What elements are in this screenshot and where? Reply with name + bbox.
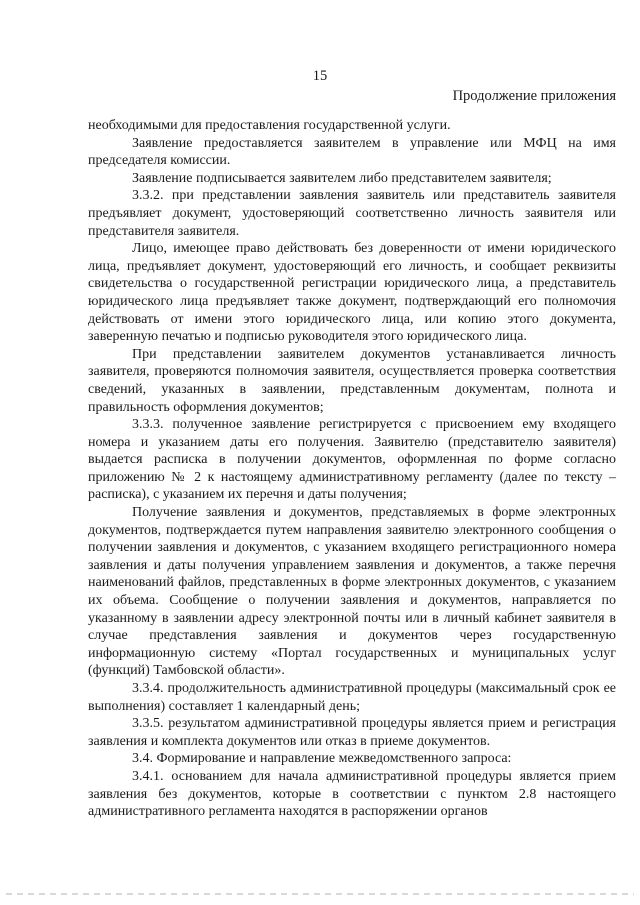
paragraph: 3.4. Формирование и направление межведомственного запроса: <box>132 751 512 767</box>
paragraph: 3.3.5. результатом административной процедуры является прием и регистрация заявления и комплекта документов или отказ в приеме документов. <box>88 716 616 749</box>
paragraph: 3.3.4. продолжительность административной процедуры (максимальный срок ее выполнения) составляет 1 календарный день; <box>88 681 616 714</box>
paragraph: 3.3.2. при представлении заявления заявитель или представитель заявителя предъявляет документ, удостоверяющий соответственно личность заявителя или представителя заявителя. <box>88 188 616 239</box>
paragraph: 3.4.1. основанием для начала административной процедуры является прием заявления без документов, которые в соответствии с пунктом 2.8 настоящего административного регламента находятся в распоряжении органов <box>88 768 616 820</box>
paragraph: 3.3.3. полученное заявление регистрируется с присвоением ему входящего номера и указанием даты его получения. Заявителю (представителю заявителя) выдается расписка в получении документов, оформленная по форме согласно приложению № 2 к настоящему административному регламенту (далее по тексту – расписка), с указанием их перечня и даты получения; <box>88 417 616 503</box>
paragraph: необходимыми для предоставления государственной услуги. <box>88 118 451 133</box>
scan-edge-artifact <box>6 893 634 895</box>
paragraph: Заявление подписывается заявителем либо представителем заявителя; <box>132 170 552 186</box>
page-number: 15 <box>312 68 328 84</box>
paragraph: Заявление предоставляется заявителем в управление или МФЦ на имя председателя комиссии. <box>88 135 616 169</box>
document-body <box>88 117 616 821</box>
paragraph: Лицо, имеющее право действовать без доверенности от имени юридического лица, предъявляет документ, удостоверяющий его личность, и сообщает реквизиты свидетельства о государственной регистрации юридического лица, а представитель юридического лица предъявляет также документ, подтверждающий его полномочия действовать от имени этого юридического лица, или копию этого документа, заверенную печатью и подписью руководителя этого юридического лица. <box>88 241 616 345</box>
paragraph: Получение заявления и документов, представляемых в форме электронных документов, подтверждается путем направления заявителю электронного сообщения о получении заявления и документов, с указанием входящего регистрационного номера заявления и даты получения управлением заявления и документов, а также перечня наименований файлов, представленных в форме электронных документов, с указанием их объема. Сообщение о получении заявления и документов, направляется по указанному в заявлении адресу электронной почты или в личный кабинет заявителя в случае представления заявления и документов через государственную информационную систему «Портал государственных и муниципальных услуг (функций) Тамбовской области». <box>88 505 616 679</box>
paragraph: При представлении заявителем документов устанавливается личность заявителя, проверяются полномочия заявителя, осуществляется проверка соответствия сведений, указанных в заявлении, представленным документам, полнота и правильность оформления документов; <box>88 346 616 415</box>
continuation-label: Продолжение приложения <box>452 88 616 104</box>
